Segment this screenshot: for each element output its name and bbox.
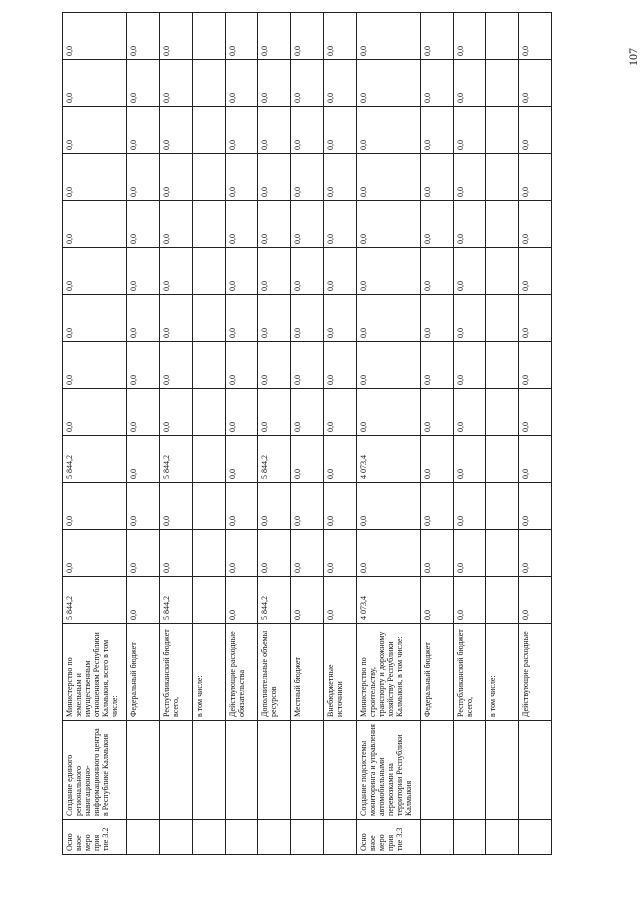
value-cell: 0,0: [453, 389, 486, 436]
value-cell: 0,0: [127, 201, 160, 248]
event-number-cell: [453, 820, 486, 855]
table-row: [63, 13, 127, 855]
event-name-cell: [225, 721, 258, 820]
value-cell: 0,0: [225, 295, 258, 342]
value-cell: 0,0: [420, 577, 453, 624]
value-cell: 0,0: [356, 154, 420, 201]
value-cell: 0,0: [519, 483, 552, 530]
value-cell: 0,0: [291, 201, 324, 248]
value-cell: 0,0: [258, 295, 291, 342]
value-cell: 0,0: [323, 60, 356, 107]
value-cell: 0,0: [160, 107, 193, 154]
value-cell: 0,0: [63, 295, 127, 342]
value-cell: 0,0: [356, 201, 420, 248]
value-cell: 0,0: [225, 436, 258, 483]
value-cell: 0,0: [453, 154, 486, 201]
value-cell: 0,0: [323, 436, 356, 483]
value-cell: 0,0: [225, 577, 258, 624]
source-cell: Федеральный бюджет: [420, 624, 453, 721]
value-cell: 0,0: [323, 295, 356, 342]
value-cell: 5 844,2: [160, 577, 193, 624]
value-cell: 0,0: [420, 389, 453, 436]
value-cell: [486, 13, 519, 60]
event-number-cell: [127, 820, 160, 855]
value-cell: 0,0: [291, 530, 324, 577]
value-cell: 0,0: [291, 248, 324, 295]
event-number-cell: [192, 820, 225, 855]
event-name-cell: [420, 721, 453, 820]
value-cell: 0,0: [323, 577, 356, 624]
value-cell: 0,0: [160, 154, 193, 201]
event-name-cell: Создание единого регионального навигационно-информационного центра в Республике Калмыкия: [63, 721, 127, 820]
value-cell: [486, 483, 519, 530]
value-cell: 0,0: [127, 13, 160, 60]
source-cell: Местный бюджет: [291, 624, 324, 721]
value-cell: 0,0: [291, 483, 324, 530]
value-cell: [192, 107, 225, 154]
value-cell: 0,0: [291, 577, 324, 624]
value-cell: 0,0: [291, 60, 324, 107]
event-number-cell: [258, 820, 291, 855]
value-cell: [192, 295, 225, 342]
value-cell: [192, 60, 225, 107]
value-cell: 0,0: [160, 483, 193, 530]
value-cell: [486, 436, 519, 483]
value-cell: 5 844,2: [63, 577, 127, 624]
table-row: [192, 13, 225, 855]
value-cell: 0,0: [291, 342, 324, 389]
value-cell: [192, 389, 225, 436]
value-cell: 0,0: [160, 13, 193, 60]
value-cell: 0,0: [519, 154, 552, 201]
table-row: [420, 13, 453, 855]
value-cell: 0,0: [519, 436, 552, 483]
value-cell: 0,0: [258, 154, 291, 201]
value-cell: 0,0: [63, 483, 127, 530]
value-cell: 0,0: [258, 13, 291, 60]
value-cell: [192, 530, 225, 577]
value-cell: 0,0: [225, 201, 258, 248]
rotated-table-wrapper: [62, 45, 552, 855]
table-row: [519, 13, 552, 855]
value-cell: 0,0: [63, 530, 127, 577]
value-cell: [486, 530, 519, 577]
value-cell: 0,0: [225, 154, 258, 201]
value-cell: [486, 295, 519, 342]
value-cell: 0,0: [160, 60, 193, 107]
value-cell: 0,0: [127, 483, 160, 530]
value-cell: [486, 577, 519, 624]
value-cell: 0,0: [291, 13, 324, 60]
value-cell: 0,0: [453, 577, 486, 624]
value-cell: 0,0: [291, 295, 324, 342]
value-cell: 0,0: [127, 530, 160, 577]
table-row: [258, 13, 291, 855]
value-cell: [192, 248, 225, 295]
value-cell: [486, 154, 519, 201]
value-cell: 0,0: [258, 389, 291, 436]
value-cell: 0,0: [453, 436, 486, 483]
budget-table-body: [63, 13, 552, 855]
source-cell: в том числе:: [486, 624, 519, 721]
value-cell: 0,0: [519, 295, 552, 342]
value-cell: 0,0: [519, 201, 552, 248]
table-row: [160, 13, 193, 855]
value-cell: 0,0: [453, 107, 486, 154]
value-cell: 0,0: [291, 107, 324, 154]
event-name-cell: [192, 721, 225, 820]
value-cell: 0,0: [519, 530, 552, 577]
value-cell: 0,0: [258, 248, 291, 295]
value-cell: 0,0: [420, 530, 453, 577]
value-cell: [192, 483, 225, 530]
source-cell: Действующие расходные: [519, 624, 552, 721]
value-cell: 0,0: [453, 530, 486, 577]
value-cell: [486, 248, 519, 295]
table-row: [323, 13, 356, 855]
value-cell: 0,0: [453, 483, 486, 530]
value-cell: 0,0: [291, 389, 324, 436]
value-cell: 0,0: [258, 60, 291, 107]
value-cell: 0,0: [160, 201, 193, 248]
value-cell: 0,0: [127, 342, 160, 389]
value-cell: 0,0: [323, 342, 356, 389]
value-cell: 0,0: [63, 389, 127, 436]
event-number-cell: [323, 820, 356, 855]
value-cell: 0,0: [127, 295, 160, 342]
source-cell: Дополнительные объемы ресурсов: [258, 624, 291, 721]
value-cell: 0,0: [356, 295, 420, 342]
table-row: [127, 13, 160, 855]
event-number-cell: [486, 820, 519, 855]
value-cell: 0,0: [420, 436, 453, 483]
value-cell: 4 073,4: [356, 577, 420, 624]
value-cell: 0,0: [63, 342, 127, 389]
value-cell: 0,0: [356, 13, 420, 60]
source-cell: Федеральный бюджет: [127, 624, 160, 721]
value-cell: 0,0: [323, 530, 356, 577]
page-number: 107: [626, 48, 640, 66]
value-cell: 0,0: [127, 389, 160, 436]
value-cell: 0,0: [420, 107, 453, 154]
value-cell: 0,0: [225, 483, 258, 530]
table-row: [356, 13, 420, 855]
value-cell: 0,0: [127, 107, 160, 154]
value-cell: [192, 342, 225, 389]
value-cell: 0,0: [519, 13, 552, 60]
value-cell: 0,0: [323, 201, 356, 248]
value-cell: 0,0: [519, 107, 552, 154]
value-cell: 0,0: [160, 389, 193, 436]
event-name-cell: [323, 721, 356, 820]
value-cell: 0,0: [356, 107, 420, 154]
event-name-cell: [291, 721, 324, 820]
value-cell: [486, 389, 519, 436]
value-cell: 0,0: [291, 436, 324, 483]
value-cell: 0,0: [160, 342, 193, 389]
value-cell: 0,0: [356, 342, 420, 389]
value-cell: [192, 13, 225, 60]
value-cell: 0,0: [127, 248, 160, 295]
value-cell: 0,0: [356, 483, 420, 530]
value-cell: 0,0: [420, 154, 453, 201]
value-cell: [192, 577, 225, 624]
value-cell: 0,0: [225, 60, 258, 107]
value-cell: 0,0: [225, 342, 258, 389]
value-cell: 0,0: [63, 248, 127, 295]
value-cell: [192, 154, 225, 201]
value-cell: 0,0: [519, 577, 552, 624]
table-row: [453, 13, 486, 855]
source-cell: в том числе:: [192, 624, 225, 721]
event-name-cell: [486, 721, 519, 820]
value-cell: 5 844,2: [63, 436, 127, 483]
value-cell: 0,0: [63, 60, 127, 107]
event-name-cell: [258, 721, 291, 820]
event-number-cell: [519, 820, 552, 855]
value-cell: 0,0: [453, 248, 486, 295]
value-cell: 0,0: [160, 248, 193, 295]
value-cell: 0,0: [258, 107, 291, 154]
value-cell: 0,0: [356, 530, 420, 577]
value-cell: 0,0: [420, 295, 453, 342]
value-cell: 0,0: [420, 60, 453, 107]
event-number-cell: Осно вное меро прия тие 3.3: [356, 820, 420, 855]
table-row: [291, 13, 324, 855]
value-cell: 0,0: [63, 154, 127, 201]
value-cell: 5 844,2: [160, 436, 193, 483]
value-cell: 0,0: [63, 107, 127, 154]
event-number-cell: [160, 820, 193, 855]
event-name-cell: [160, 721, 193, 820]
event-name-cell: [127, 721, 160, 820]
value-cell: 0,0: [323, 389, 356, 436]
value-cell: 0,0: [453, 13, 486, 60]
value-cell: 0,0: [225, 107, 258, 154]
value-cell: 0,0: [323, 107, 356, 154]
value-cell: 0,0: [453, 295, 486, 342]
value-cell: 0,0: [323, 154, 356, 201]
value-cell: 0,0: [225, 13, 258, 60]
value-cell: 0,0: [127, 577, 160, 624]
table-row: [486, 13, 519, 855]
event-name-cell: Создание подсистемы мониторинга и управления автомобильными перевозками на территории Республики Калмыкия: [356, 721, 420, 820]
value-cell: 0,0: [127, 154, 160, 201]
value-cell: 0,0: [356, 60, 420, 107]
source-cell: Министерство по земельным и имущественным отношениям Республики Калмыкия, всего в том числе:: [63, 624, 127, 721]
value-cell: 0,0: [225, 248, 258, 295]
value-cell: [486, 60, 519, 107]
source-cell: Республиканский бюджет всего,: [453, 624, 486, 721]
value-cell: 0,0: [258, 201, 291, 248]
value-cell: 0,0: [225, 530, 258, 577]
source-cell: Министерство по строительству, транспорту и дорожному хозяйству Республики Калмыкия, в том числе:: [356, 624, 420, 721]
value-cell: 0,0: [420, 201, 453, 248]
value-cell: 0,0: [420, 13, 453, 60]
value-cell: [192, 201, 225, 248]
event-number-cell: [420, 820, 453, 855]
value-cell: 0,0: [519, 248, 552, 295]
value-cell: 0,0: [63, 13, 127, 60]
value-cell: 0,0: [519, 389, 552, 436]
value-cell: 0,0: [258, 530, 291, 577]
event-name-cell: [453, 721, 486, 820]
value-cell: 0,0: [323, 483, 356, 530]
value-cell: 0,0: [420, 342, 453, 389]
source-cell: Внебюджетные источники: [323, 624, 356, 721]
value-cell: 0,0: [420, 248, 453, 295]
value-cell: 5 844,2: [258, 577, 291, 624]
value-cell: 0,0: [160, 530, 193, 577]
event-number-cell: [291, 820, 324, 855]
value-cell: 0,0: [225, 389, 258, 436]
value-cell: 5 844,2: [258, 436, 291, 483]
value-cell: 0,0: [356, 248, 420, 295]
value-cell: 0,0: [258, 483, 291, 530]
event-number-cell: Осно вное меро прия тие 3.2: [63, 820, 127, 855]
value-cell: 4 073,4: [356, 436, 420, 483]
value-cell: 0,0: [323, 13, 356, 60]
value-cell: 0,0: [420, 483, 453, 530]
value-cell: 0,0: [127, 436, 160, 483]
value-cell: 0,0: [291, 154, 324, 201]
value-cell: 0,0: [519, 60, 552, 107]
value-cell: 0,0: [356, 389, 420, 436]
value-cell: [192, 436, 225, 483]
value-cell: 0,0: [258, 342, 291, 389]
value-cell: 0,0: [453, 60, 486, 107]
source-cell: Действующие расходные обязательства: [225, 624, 258, 721]
table-row: [225, 13, 258, 855]
value-cell: 0,0: [453, 342, 486, 389]
value-cell: 0,0: [453, 201, 486, 248]
value-cell: 0,0: [519, 342, 552, 389]
event-name-cell: [519, 721, 552, 820]
value-cell: 0,0: [323, 248, 356, 295]
event-number-cell: [225, 820, 258, 855]
budget-table: [62, 12, 552, 855]
value-cell: [486, 342, 519, 389]
value-cell: 0,0: [63, 201, 127, 248]
value-cell: 0,0: [160, 295, 193, 342]
value-cell: 0,0: [127, 60, 160, 107]
value-cell: [486, 107, 519, 154]
source-cell: Республиканский бюджет всего,: [160, 624, 193, 721]
value-cell: [486, 201, 519, 248]
